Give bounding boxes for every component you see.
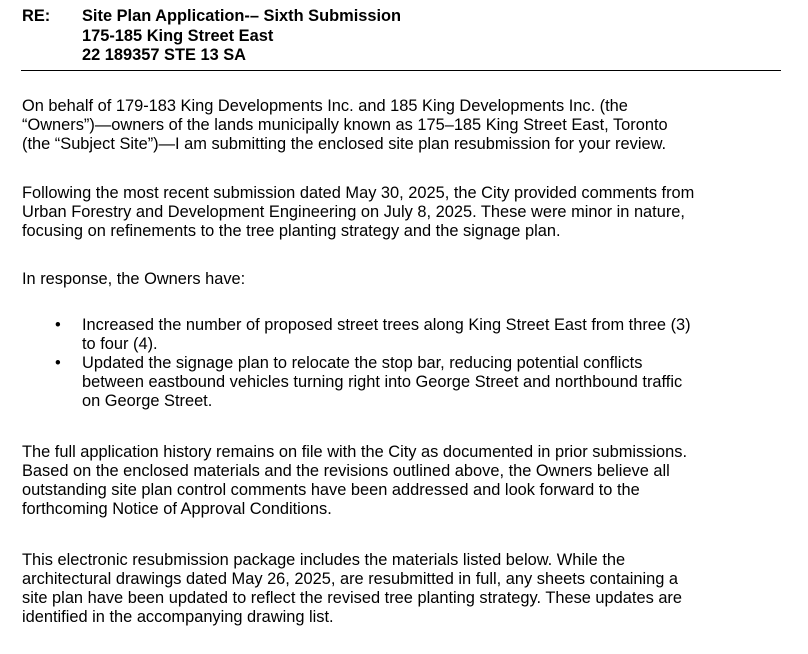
bullet-icon: • — [55, 316, 61, 334]
paragraph-line: Following the most recent submission dated May 30, 2025, the City provided comments from — [22, 184, 695, 202]
paragraph-line: focusing on refinements to the tree planting strategy and the signage plan. — [22, 222, 561, 240]
paragraph-background — [22, 184, 792, 241]
paragraph-line: In response, the Owners have: — [22, 270, 246, 288]
re-label: RE: — [22, 7, 51, 25]
paragraph-line: forthcoming Notice of Approval Conditions. — [22, 500, 332, 518]
response-bullet-list — [22, 316, 792, 411]
paragraph-line: The full application history remains on file with the City as documented in prior submissions. — [22, 443, 688, 461]
subject-divider — [21, 70, 781, 71]
paragraph-history — [22, 443, 792, 519]
paragraph-line: (the “Subject Site”)—I am submitting the enclosed site plan resubmission for your review. — [22, 135, 667, 153]
bullet-item-signage-plan — [22, 354, 792, 411]
bullet-item-street-trees — [22, 316, 792, 354]
paragraph-line: identified in the accompanying drawing list. — [22, 608, 334, 626]
bullet-line: between eastbound vehicles turning right into George Street and northbound traffic — [82, 373, 683, 391]
paragraph-line: On behalf of 179-183 King Developments Inc. and 185 King Developments Inc. (the — [22, 97, 628, 115]
subject-address: 175-185 King Street East — [82, 26, 274, 45]
subject-file-number: 22 189357 STE 13 SA — [82, 46, 247, 64]
paragraph-line: Based on the enclosed materials and the revisions outlined above, the Owners believe all — [22, 462, 670, 480]
bullet-line: Increased the number of proposed street trees along King Street East from three (3) — [82, 316, 691, 334]
paragraph-package-contents — [22, 551, 792, 627]
bullet-icon: • — [55, 354, 61, 372]
paragraph-line: architectural drawings dated May 26, 2025, are resubmitted in full, any sheets containing a — [22, 570, 679, 588]
paragraph-response-intro — [22, 270, 792, 289]
bullet-line: on George Street. — [82, 392, 213, 410]
paragraph-line: This electronic resubmission package includes the materials listed below. While the — [22, 551, 626, 569]
subject-lines — [82, 7, 401, 66]
paragraph-line: “Owners”)—owners of the lands municipally known as 175–185 King Street East, Toronto — [22, 116, 668, 134]
bullet-line: to four (4). — [82, 335, 158, 353]
paragraph-line: Urban Forestry and Development Engineering on July 8, 2025. These were minor in nature, — [22, 203, 685, 221]
paragraph-line: outstanding site plan control comments have been addressed and look forward to the — [22, 481, 640, 499]
paragraph-line: site plan have been updated to reflect the revised tree planting strategy. These updates are — [22, 589, 683, 607]
subject-title: Site Plan Application-– Sixth Submission — [82, 7, 402, 25]
paragraph-intro — [22, 97, 792, 154]
bullet-line: Updated the signage plan to relocate the stop bar, reducing potential conflicts — [82, 354, 643, 372]
